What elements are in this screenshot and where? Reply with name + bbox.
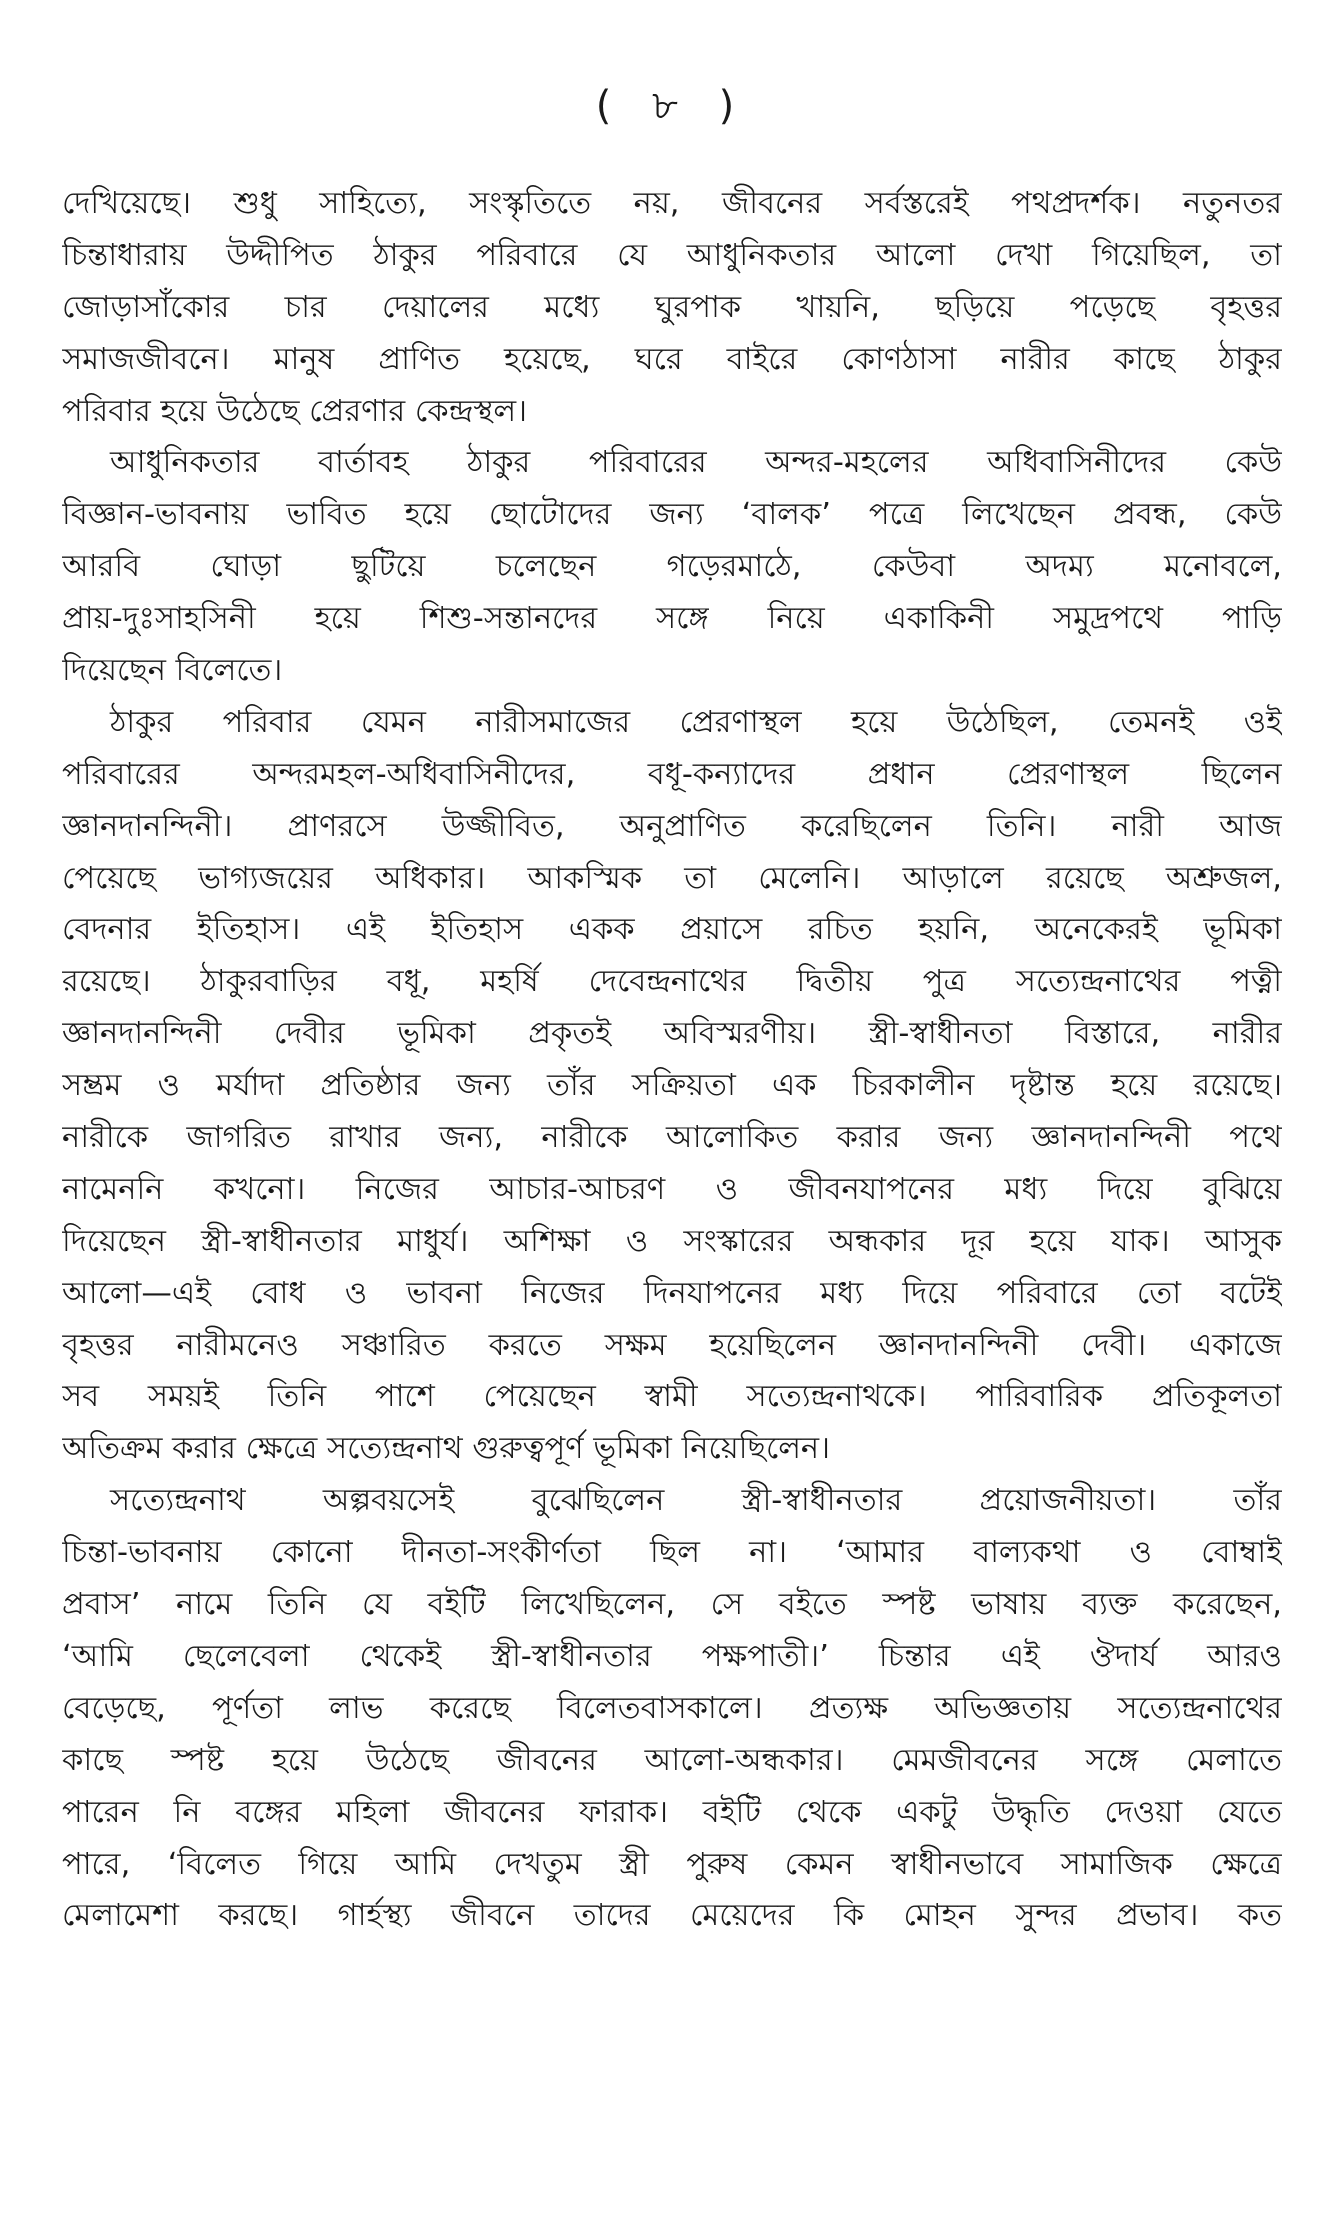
text-line: নারীকে জাগরিত রাখার জন্য, নারীকে আলোকিত করার জন্য জ্ঞানদানন্দিনী পথে: [62, 1120, 1282, 1156]
text-line: জ্ঞানদানন্দিনী দেবীর ভূমিকা প্রকৃতই অবিস্মরণীয়। স্ত্রী-স্বাধীনতা বিস্তারে, নারীর: [62, 1016, 1282, 1052]
text-line: আধুনিকতার বার্তাবহ ঠাকুর পরিবারের অন্দর-মহলের অধিবাসিনীদের কেউ: [110, 445, 1282, 481]
text-line: পরিবারের অন্দরমহল-অধিবাসিনীদের, বধূ-কন্যাদের প্রধান প্রেরণাস্থল ছিলেন: [62, 756, 1282, 792]
text-line: সম্ভ্রম ও মর্যাদা প্রতিষ্ঠার জন্য তাঁর সক্রিয়তা এক চিরকালীন দৃষ্টান্ত হয়ে রয়েছে।: [62, 1068, 1282, 1104]
text-line: ঠাকুর পরিবার যেমন নারীসমাজের প্রেরণাস্থল হয়ে উঠেছিল, তেমনই ওই: [110, 704, 1282, 740]
text-line: জ্ঞানদানন্দিনী। প্রাণরসে উজ্জীবিত, অনুপ্রাণিত করেছিলেন তিনি। নারী আজ: [62, 808, 1282, 844]
text-line: প্রায়-দুঃসাহসিনী হয়ে শিশু-সন্তানদের সঙ্গে নিয়ে একাকিনী সমুদ্রপথে পাড়ি: [62, 601, 1282, 637]
text-line: চিন্তাধারায় উদ্দীপিত ঠাকুর পরিবারে যে আধুনিকতার আলো দেখা গিয়েছিল, তা: [62, 237, 1282, 273]
text-line: সত্যেন্দ্রনাথ অল্পবয়সেই বুঝেছিলেন স্ত্রী-স্বাধীনতার প্রয়োজনীয়তা। তাঁর: [110, 1483, 1282, 1519]
text-line: প্রবাস’ নামে তিনি যে বইটি লিখেছিলেন, সে বইতে স্পষ্ট ভাষায় ব্যক্ত করেছেন,: [62, 1587, 1282, 1623]
text-line: আলো—এই বোধ ও ভাবনা নিজের দিনযাপনের মধ্য দিয়ে পরিবারে তো বটেই: [62, 1275, 1282, 1311]
text-line: পরিবার হয়ে উঠেছে প্রেরণার কেন্দ্রস্থল।: [62, 393, 528, 429]
text-line: বেদনার ইতিহাস। এই ইতিহাস একক প্রয়াসে রচিত হয়নি, অনেকেরই ভূমিকা: [62, 912, 1282, 948]
text-line: দিয়েছেন বিলেতে।: [62, 653, 283, 689]
text-line: নামেননি কখনো। নিজের আচার-আচরণ ও জীবনযাপনের মধ্য দিয়ে বুঝিয়ে: [62, 1171, 1282, 1207]
text-line: পারেন নি বঙ্গের মহিলা জীবনের ফারাক। বইটি থেকে একটু উদ্ধৃতি দেওয়া যেতে: [62, 1794, 1282, 1830]
text-line: কাছে স্পষ্ট হয়ে উঠেছে জীবনের আলো-অন্ধকার। মেমজীবনের সঙ্গে মেলাতে: [62, 1742, 1282, 1778]
text-line: আরবি ঘোড়া ছুটিয়ে চলেছেন গড়েরমাঠে, কেউবা অদম্য মনোবলে,: [62, 549, 1282, 585]
text-line: বৃহত্তর নারীমনেও সঞ্চারিত করতে সক্ষম হয়েছিলেন জ্ঞানদানন্দিনী দেবী। একাজে: [62, 1327, 1282, 1363]
text-line: রয়েছে। ঠাকুরবাড়ির বধূ, মহর্ষি দেবেন্দ্রনাথের দ্বিতীয় পুত্র সত্যেন্দ্রনাথের পত্নী: [62, 964, 1282, 1000]
text-line: চিন্তা-ভাবনায় কোনো দীনতা-সংকীর্ণতা ছিল না। ‘আমার বাল্যকথা ও বোম্বাই: [62, 1535, 1282, 1571]
page-number: ( ৮ ): [595, 83, 749, 129]
text-line: সমাজজীবনে। মানুষ প্রাণিত হয়েছে, ঘরে বাইরে কোণঠাসা নারীর কাছে ঠাকুর: [62, 341, 1282, 377]
text-line: পারে, ‘বিলেত গিয়ে আমি দেখতুম স্ত্রী পুরুষ কেমন স্বাধীনভাবে সামাজিক ক্ষেত্রে: [62, 1846, 1282, 1882]
text-line: মেলামেশা করছে। গার্হস্থ্য জীবনে তাদের মেয়েদের কি মোহন সুন্দর প্রভাব। কত: [62, 1898, 1282, 1934]
text-line: সব সময়ই তিনি পাশে পেয়েছেন স্বামী সত্যেন্দ্রনাথকে। পারিবারিক প্রতিকূলতা: [62, 1379, 1282, 1415]
text-line: দিয়েছেন স্ত্রী-স্বাধীনতার মাধুর্য। অশিক্ষা ও সংস্কারের অন্ধকার দূর হয়ে যাক। আসুক: [62, 1223, 1282, 1259]
text-line: পেয়েছে ভাগ্যজয়ের অধিকার। আকস্মিক তা মেলেনি। আড়ালে রয়েছে অশ্রুজল,: [62, 860, 1282, 896]
body-text: [62, 178, 1282, 1942]
text-line: জোড়াসাঁকোর চার দেয়ালের মধ্যে ঘুরপাক খায়নি, ছড়িয়ে পড়েছে বৃহত্তর: [62, 289, 1282, 325]
text-line: বেড়েছে, পূর্ণতা লাভ করেছে বিলেতবাসকালে। প্রত্যক্ষ অভিজ্ঞতায় সত্যেন্দ্রনাথের: [62, 1690, 1282, 1726]
text-line: বিজ্ঞান-ভাবনায় ভাবিত হয়ে ছোটোদের জন্য ‘বালক’ পত্রে লিখেছেন প্রবন্ধ, কেউ: [62, 497, 1282, 533]
text-line: ‘আমি ছেলেবেলা থেকেই স্ত্রী-স্বাধীনতার পক্ষপাতী।’ চিন্তার এই ঔদার্য আরও: [62, 1638, 1282, 1674]
text-line: অতিক্রম করার ক্ষেত্রে সত্যেন্দ্রনাথ গুরুত্বপূর্ণ ভূমিকা নিয়েছিলেন।: [62, 1431, 831, 1467]
text-line: দেখিয়েছে। শুধু সাহিত্যে, সংস্কৃতিতে নয়, জীবনের সর্বস্তরেই পথপ্রদর্শক। নতুনতর: [62, 186, 1282, 221]
